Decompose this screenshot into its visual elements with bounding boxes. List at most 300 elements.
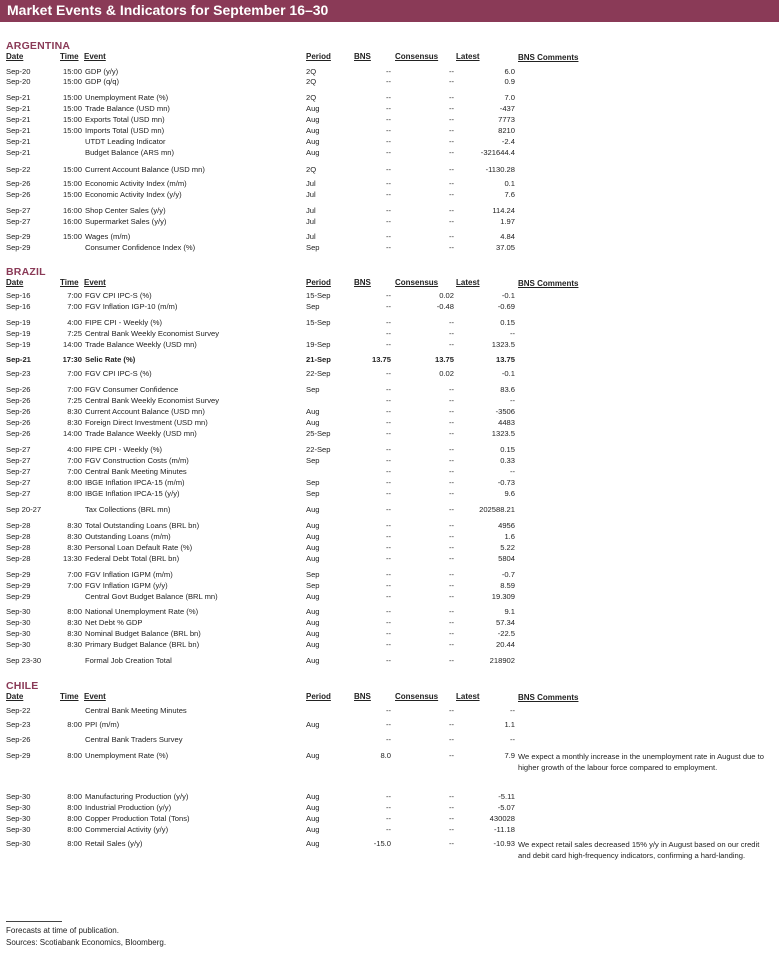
cell-event: Central Bank Weekly Economist Survey: [85, 329, 220, 338]
cell-bns: --: [385, 792, 391, 801]
cell-latest: 13.75: [495, 355, 515, 364]
header-time: Time: [60, 52, 79, 61]
header-time: Time: [60, 692, 79, 701]
cell-latest: 1.1: [504, 720, 515, 729]
header-period: Period: [306, 52, 331, 61]
cell-latest: 7.6: [504, 190, 515, 199]
cell-cons: --: [448, 751, 454, 760]
cell-bns: --: [385, 165, 391, 174]
table-row: [0, 814, 779, 824]
cell-date: Sep-27: [6, 217, 31, 226]
cell-event: Federal Debt Total (BRL bn): [85, 554, 180, 563]
table-row: [0, 369, 779, 379]
cell-date: Sep-26: [6, 407, 31, 416]
cell-cons: --: [448, 467, 454, 476]
cell-period: Aug: [306, 126, 320, 135]
cell-cons: --: [448, 629, 454, 638]
cell-time: 8:00: [67, 839, 82, 848]
cell-bns: --: [385, 478, 391, 487]
cell-time: 8:30: [67, 521, 82, 530]
cell-latest: -0.1: [501, 291, 515, 300]
country-heading: CHILE: [6, 680, 39, 692]
cell-event: Economic Activity Index (y/y): [85, 190, 182, 199]
cell-date: Sep-30: [6, 629, 31, 638]
table-row: [0, 115, 779, 125]
cell-event: Unemployment Rate (%): [85, 751, 169, 760]
cell-bns: --: [385, 543, 391, 552]
cell-latest: 7.0: [504, 93, 515, 102]
table-row: [0, 104, 779, 114]
cell-time: 8:30: [67, 618, 82, 627]
cell-bns: --: [385, 369, 391, 378]
table-row: [0, 570, 779, 580]
cell-latest: -0.69: [497, 302, 515, 311]
cell-event: Supermarket Sales (y/y): [85, 217, 167, 226]
cell-period: 22-Sep: [306, 445, 331, 454]
cell-latest: 9.1: [504, 607, 515, 616]
cell-event: Net Debt % GDP: [85, 618, 143, 627]
cell-event: UTDT Leading Indicator: [85, 137, 166, 146]
cell-bns: --: [385, 104, 391, 113]
cell-latest: 218902: [489, 656, 515, 665]
cell-period: Aug: [306, 104, 320, 113]
table-row: [0, 825, 779, 835]
cell-time: 4:00: [67, 318, 82, 327]
cell-time: 15:00: [62, 115, 82, 124]
cell-time: 13:30: [62, 554, 82, 563]
cell-event: FGV CPI IPC-S (%): [85, 369, 152, 378]
cell-period: Sep: [306, 243, 320, 252]
cell-cons: --: [448, 329, 454, 338]
header-consensus: Consensus: [395, 692, 439, 701]
cell-event: Primary Budget Balance (BRL bn): [85, 640, 200, 649]
cell-period: 2Q: [306, 67, 317, 76]
cell-period: Aug: [306, 656, 320, 665]
cell-period: Jul: [306, 179, 316, 188]
cell-cons: 13.75: [434, 355, 454, 364]
cell-date: Sep-27: [6, 478, 31, 487]
cell-event: Personal Loan Default Rate (%): [85, 543, 193, 552]
cell-bns: --: [385, 67, 391, 76]
cell-period: Aug: [306, 607, 320, 616]
cell-event: Central Bank Weekly Economist Survey: [85, 396, 220, 405]
cell-date: Sep-21: [6, 355, 31, 364]
cell-event: Trade Balance Weekly (USD mn): [85, 340, 197, 349]
cell-event: Outstanding Loans (m/m): [85, 532, 171, 541]
cell-time: 7:00: [67, 291, 82, 300]
table-row: [0, 77, 779, 87]
cell-event: Central Bank Meeting Minutes: [85, 706, 187, 715]
cell-latest: 114.24: [492, 206, 515, 215]
header-latest: Latest: [456, 692, 480, 701]
cell-date: Sep-30: [6, 814, 31, 823]
cell-date: Sep-30: [6, 607, 31, 616]
cell-bns: --: [385, 115, 391, 124]
cell-latest: 0.9: [504, 77, 515, 86]
cell-time: 16:00: [62, 206, 82, 215]
cell-period: Aug: [306, 554, 320, 563]
cell-latest: 20.44: [495, 640, 515, 649]
cell-date: Sep-29: [6, 592, 31, 601]
table-row: [0, 429, 779, 439]
cell-latest: --: [509, 735, 515, 744]
cell-period: Aug: [306, 148, 320, 157]
table-row: [0, 291, 779, 301]
cell-period: Aug: [306, 720, 320, 729]
header-comments: BNS Comments: [518, 53, 579, 62]
cell-time: 7:00: [67, 581, 82, 590]
cell-time: 8:00: [67, 825, 82, 834]
cell-period: Aug: [306, 407, 320, 416]
cell-latest: 7773: [498, 115, 515, 124]
cell-bns: --: [385, 521, 391, 530]
cell-period: Aug: [306, 640, 320, 649]
header-consensus: Consensus: [395, 278, 439, 287]
cell-cons: --: [448, 385, 454, 394]
cell-latest: 83.6: [500, 385, 515, 394]
cell-date: Sep-30: [6, 839, 31, 848]
cell-latest: 6.0: [504, 67, 515, 76]
cell-time: 8:00: [67, 814, 82, 823]
cell-cons: --: [448, 505, 454, 514]
cell-time: 7:25: [67, 329, 82, 338]
cell-latest: -0.7: [501, 570, 515, 579]
cell-time: 15:00: [62, 126, 82, 135]
cell-time: 8:00: [67, 489, 82, 498]
cell-time: 7:25: [67, 396, 82, 405]
table-row: [0, 505, 779, 515]
cell-time: 14:00: [62, 429, 82, 438]
cell-latest: 9.6: [504, 489, 515, 498]
cell-time: 8:30: [67, 629, 82, 638]
cell-date: Sep-30: [6, 792, 31, 801]
header-period: Period: [306, 278, 331, 287]
cell-period: Aug: [306, 592, 320, 601]
cell-time: 16:00: [62, 217, 82, 226]
cell-event: Central Govt Budget Balance (BRL mn): [85, 592, 218, 601]
cell-time: 8:00: [67, 607, 82, 616]
cell-bns: --: [385, 206, 391, 215]
cell-date: Sep-26: [6, 429, 31, 438]
cell-bns: --: [385, 656, 391, 665]
cell-cons: --: [448, 104, 454, 113]
header-event: Event: [84, 692, 106, 701]
cell-date: Sep-29: [6, 570, 31, 579]
cell-time: 8:00: [67, 478, 82, 487]
cell-event: Foreign Direct Investment (USD mn): [85, 418, 208, 427]
cell-time: 8:00: [67, 792, 82, 801]
header-event: Event: [84, 52, 106, 61]
cell-latest: -5.11: [498, 792, 515, 801]
cell-latest: 4.84: [500, 232, 515, 241]
cell-time: 15:00: [62, 179, 82, 188]
cell-time: 7:00: [67, 570, 82, 579]
header-latest: Latest: [456, 52, 480, 61]
cell-time: 15:00: [62, 165, 82, 174]
cell-event: Unemployment Rate (%): [85, 93, 169, 102]
cell-bns: --: [385, 570, 391, 579]
cell-bns: --: [385, 445, 391, 454]
cell-bns: --: [385, 385, 391, 394]
cell-cons: --: [448, 521, 454, 530]
cell-date: Sep-29: [6, 243, 31, 252]
cell-cons: --: [448, 735, 454, 744]
cell-bns: --: [385, 232, 391, 241]
table-row: [0, 839, 779, 860]
cell-event: Current Account Balance (USD mn): [85, 165, 205, 174]
cell-date: Sep-28: [6, 532, 31, 541]
cell-bns: --: [385, 640, 391, 649]
cell-latest: 8.59: [500, 581, 515, 590]
cell-event: IBGE Inflation IPCA-15 (m/m): [85, 478, 185, 487]
cell-latest: 0.15: [500, 445, 515, 454]
cell-cons: --: [448, 148, 454, 157]
cell-bns: --: [385, 456, 391, 465]
cell-date: Sep-16: [6, 302, 31, 311]
table-row: [0, 803, 779, 813]
cell-period: Aug: [306, 505, 320, 514]
cell-time: 8:30: [67, 532, 82, 541]
cell-latest: -321644.4: [480, 148, 515, 157]
cell-latest: -0.1: [501, 369, 515, 378]
cell-bns: --: [385, 554, 391, 563]
footnote-sources: Sources: Scotiabank Economics, Bloomberg.: [6, 938, 167, 947]
cell-cons: --: [448, 532, 454, 541]
cell-date: Sep-27: [6, 456, 31, 465]
cell-latest: 0.33: [500, 456, 515, 465]
cell-period: 15-Sep: [306, 318, 331, 327]
cell-bns: --: [385, 179, 391, 188]
cell-period: Sep: [306, 478, 320, 487]
cell-event: FGV Consumer Confidence: [85, 385, 179, 394]
table-row: [0, 706, 779, 716]
cell-time: 15:00: [62, 190, 82, 199]
country-heading: ARGENTINA: [6, 40, 71, 52]
cell-event: Central Bank Traders Survey: [85, 735, 183, 744]
cell-cons: --: [448, 570, 454, 579]
cell-bns: --: [385, 429, 391, 438]
cell-time: 4:00: [67, 445, 82, 454]
cell-bns: --: [385, 126, 391, 135]
cell-time: 7:00: [67, 467, 82, 476]
cell-period: Aug: [306, 803, 320, 812]
cell-latest: -0.73: [497, 478, 515, 487]
cell-period: Aug: [306, 137, 320, 146]
cell-latest: 0.1: [504, 179, 515, 188]
table-row: [0, 581, 779, 591]
cell-cons: --: [448, 592, 454, 601]
cell-period: Aug: [306, 839, 320, 848]
cell-cons: --: [448, 340, 454, 349]
cell-latest: 1.97: [500, 217, 515, 226]
cell-cons: --: [448, 581, 454, 590]
cell-date: Sep-30: [6, 825, 31, 834]
cell-time: 15:00: [62, 93, 82, 102]
footnote-divider: [6, 921, 62, 922]
table-row: [0, 93, 779, 103]
cell-cons: --: [448, 115, 454, 124]
table-row: [0, 179, 779, 189]
cell-cons: --: [448, 407, 454, 416]
table-row: [0, 355, 779, 365]
cell-period: 22-Sep: [306, 369, 331, 378]
cell-cons: --: [448, 179, 454, 188]
header-consensus: Consensus: [395, 52, 439, 61]
cell-event: FGV Inflation IGP-10 (m/m): [85, 302, 178, 311]
table-row: [0, 243, 779, 253]
cell-period: 2Q: [306, 165, 317, 174]
cell-time: 7:00: [67, 456, 82, 465]
cell-bns: --: [385, 217, 391, 226]
column-header-row: [0, 692, 779, 704]
cell-latest: 57.34: [495, 618, 515, 627]
table-row: [0, 467, 779, 477]
cell-event: Trade Balance Weekly (USD mn): [85, 429, 197, 438]
cell-event: FGV CPI IPC-S (%): [85, 291, 152, 300]
cell-latest: 5.22: [500, 543, 515, 552]
cell-date: Sep-26: [6, 735, 31, 744]
cell-event: FGV Construction Costs (m/m): [85, 456, 189, 465]
cell-time: 7:00: [67, 302, 82, 311]
cell-event: Total Outstanding Loans (BRL bn): [85, 521, 200, 530]
table-row: [0, 629, 779, 639]
cell-latest: 7.9: [504, 751, 515, 760]
cell-date: Sep 23-30: [6, 656, 42, 665]
cell-bns: --: [385, 720, 391, 729]
cell-bns: --: [385, 302, 391, 311]
cell-period: Sep: [306, 489, 320, 498]
cell-latest: 4483: [498, 418, 515, 427]
cell-period: Aug: [306, 418, 320, 427]
cell-date: Sep 20-27: [6, 505, 42, 514]
cell-cons: 0.02: [439, 291, 454, 300]
cell-latest: 19.309: [491, 592, 515, 601]
header-date: Date: [6, 52, 24, 61]
cell-time: 7:00: [67, 385, 82, 394]
cell-event: Formal Job Creation Total: [85, 656, 172, 665]
cell-cons: --: [448, 543, 454, 552]
cell-date: Sep-29: [6, 751, 31, 760]
cell-latest: -1130.28: [485, 165, 515, 174]
header-bns: BNS: [354, 278, 371, 287]
cell-event: Shop Center Sales (y/y): [85, 206, 166, 215]
cell-event: FIPE CPI - Weekly (%): [85, 318, 163, 327]
table-row: [0, 302, 779, 312]
cell-period: Aug: [306, 629, 320, 638]
cell-time: 17:30: [62, 355, 82, 364]
table-row: [0, 190, 779, 200]
table-row: [0, 137, 779, 147]
cell-bns: --: [385, 318, 391, 327]
cell-time: 8:00: [67, 751, 82, 760]
cell-period: Sep: [306, 570, 320, 579]
cell-cons: --: [448, 792, 454, 801]
cell-date: Sep-21: [6, 148, 31, 157]
country-heading: BRAZIL: [6, 266, 46, 278]
cell-period: Sep: [306, 302, 320, 311]
table-row: [0, 489, 779, 499]
cell-bns: --: [385, 407, 391, 416]
cell-bns: --: [385, 607, 391, 616]
table-row: [0, 720, 779, 730]
cell-cons: --: [448, 217, 454, 226]
cell-period: Aug: [306, 543, 320, 552]
cell-period: 2Q: [306, 93, 317, 102]
cell-latest: 4956: [498, 521, 515, 530]
cell-event: Wages (m/m): [85, 232, 131, 241]
cell-period: 21-Sep: [306, 355, 331, 364]
cell-date: Sep-19: [6, 329, 31, 338]
cell-date: Sep-23: [6, 720, 31, 729]
cell-time: 15:00: [62, 77, 82, 86]
cell-latest: 37.05: [495, 243, 515, 252]
cell-event: FGV Inflation IGPM (y/y): [85, 581, 168, 590]
cell-cons: --: [448, 803, 454, 812]
table-row: [0, 67, 779, 77]
cell-latest: 1.6: [504, 532, 515, 541]
cell-date: Sep-27: [6, 206, 31, 215]
cell-bns: --: [385, 706, 391, 715]
cell-date: Sep-29: [6, 581, 31, 590]
cell-cons: --: [448, 839, 454, 848]
cell-cons: --: [448, 232, 454, 241]
table-row: [0, 592, 779, 602]
cell-comment: We expect a monthly increase in the unemployment rate in August due to higher growth of the labour force compared to employment.: [518, 752, 764, 772]
cell-bns: --: [385, 592, 391, 601]
table-row: [0, 456, 779, 466]
cell-cons: --: [448, 137, 454, 146]
cell-cons: -0.48: [436, 302, 454, 311]
cell-latest: 8210: [498, 126, 515, 135]
cell-period: Jul: [306, 232, 316, 241]
table-row: [0, 640, 779, 650]
cell-period: Aug: [306, 521, 320, 530]
cell-date: Sep-20: [6, 67, 31, 76]
cell-date: Sep-20: [6, 77, 31, 86]
cell-date: Sep-27: [6, 445, 31, 454]
cell-date: Sep-22: [6, 706, 31, 715]
cell-date: Sep-27: [6, 489, 31, 498]
header-event: Event: [84, 278, 106, 287]
header-comments: BNS Comments: [518, 279, 579, 288]
table-row: [0, 532, 779, 542]
cell-period: Aug: [306, 751, 320, 760]
cell-cons: --: [448, 607, 454, 616]
cell-bns: --: [385, 618, 391, 627]
cell-event: FIPE CPI - Weekly (%): [85, 445, 163, 454]
cell-period: Aug: [306, 825, 320, 834]
cell-period: Aug: [306, 115, 320, 124]
cell-event: Imports Total (USD mn): [85, 126, 165, 135]
cell-latest: --: [509, 706, 515, 715]
cell-time: 15:00: [62, 104, 82, 113]
cell-period: Jul: [306, 206, 316, 215]
cell-cons: --: [448, 243, 454, 252]
table-row: [0, 521, 779, 531]
cell-cons: --: [448, 618, 454, 627]
cell-event: National Unemployment Rate (%): [85, 607, 199, 616]
cell-latest: -2.4: [501, 137, 515, 146]
cell-bns: --: [385, 629, 391, 638]
cell-cons: --: [448, 190, 454, 199]
cell-latest: --: [509, 467, 515, 476]
table-row: [0, 543, 779, 553]
cell-bns: 8.0: [380, 751, 391, 760]
cell-event: Exports Total (USD mn): [85, 115, 165, 124]
table-row: [0, 165, 779, 175]
cell-date: Sep-21: [6, 115, 31, 124]
cell-event: Copper Production Total (Tons): [85, 814, 190, 823]
